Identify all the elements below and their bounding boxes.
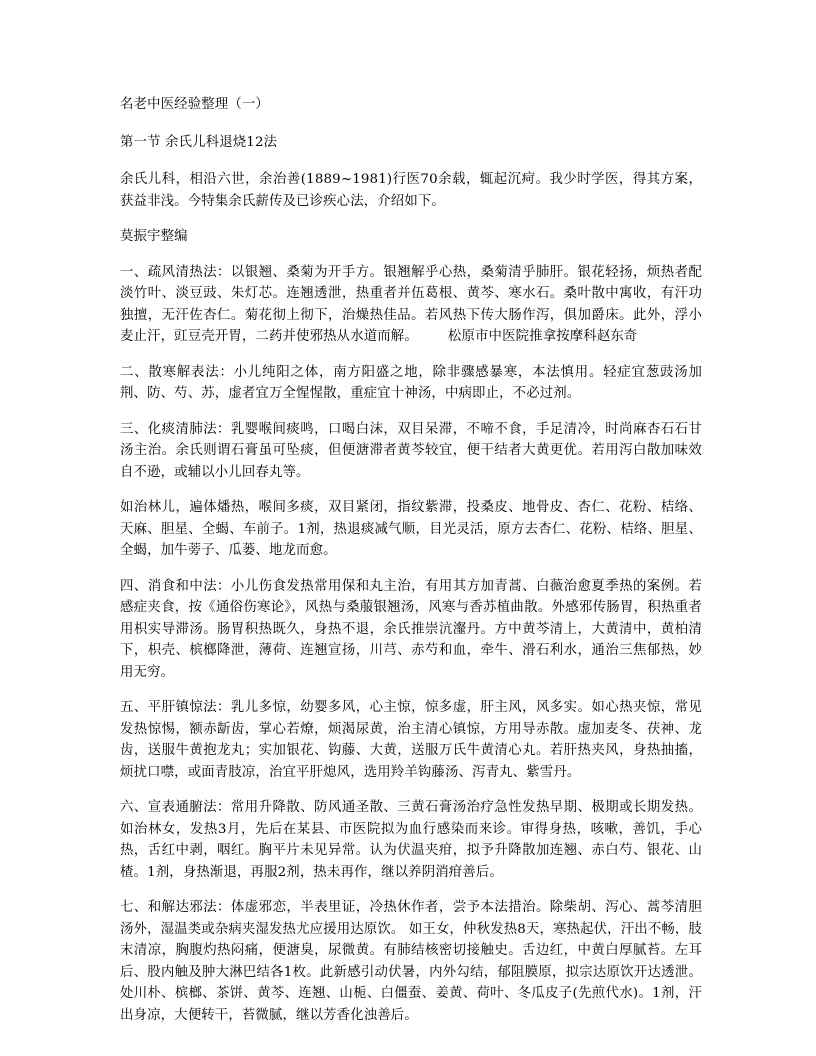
section-heading: 第一节 余氏儿科退烧12法 [120,134,278,150]
paragraph-method-6: 六、宣表通腑法：常用升降散、防风通圣散、三黄石膏汤治疗急性发热早期、极期或长期发热。如治林女，发热3月，先后在某县、市医院拟为血行感染而来诊。审得身热，咳嗽，善饥，手心热，舌红中剥，咽红。胸平片未见异常。认为伏温夹疳，拟予升降散加连翘、赤白芍、银花、山楂。1剂，身热渐退，再服2剂，热未再作，继以养阴消疳善后。 [120,800,702,880]
editor-line: 莫振宇整编 [120,229,188,244]
paragraph-text: 一、疏风清热法：以银翘、桑菊为开手方。银翘解乎心热，桑菊清乎肺肝。银花轻扬，烦热者配淡竹叶、淡豆豉、朱灯芯。连翘透泄，热重者并伍葛根、黄芩、寒水石。桑叶散中寓收，有汗功独擅，无汗佐杏仁。菊花彻上彻下，治燥热佳品。若风热下传大肠作泻，俱加爵床。此外，浮小麦止汗，豇豆壳开胃，二药并使邪热从水道而解。 [120,264,702,344]
author-signature: 松原市中医院推拿按摩科赵东奇 [447,329,638,344]
paragraph-method-2: 二、散寒解表法：小儿纯阳之体，南方阳盛之地，除非骤感暴寒，本法慎用。轻症宜葱豉汤加荆、防、芍、苏，虚者宜万全惺惺散，重症宜十神汤，中病即止，不必过剂。 [120,364,702,401]
intro-paragraph: 余氏儿科，相沿六世，余治善(1889~1981)行医70余载，辄起沉疴。我少时学医，得其方案，获益非浅。今特集余氏薪传及已诊疾心法，介绍如下。 [120,172,702,209]
paragraph-method-3: 三、化痰清肺法：乳婴喉间痰鸣，口喝白沫，双目呆滞，不啼不食，手足清冷，时尚麻杏石石甘汤主治。余氏则谓石膏虽可坠痰，但便溏滞者黄芩较宜，便干结者大黄更优。若用泻白散加味效自不逊，或辅以小儿回春丸等。 [120,421,702,480]
paragraph-method-7: 七、和解达邪法：体虚邪恋，半表里证，冷热休作者，尝予本法措治。除柴胡、泻心、蒿芩清胆汤外，湿温类或杂病夹湿发热尤应援用达原饮。 如王女，仲秋发热8天，寒热起伏，汗出不畅，肢末清凉，胸腹灼热闷痛，便溏臭，尿微黄。有肺结核密切接触史。舌边红，中黄白厚腻苔。左耳后、股内触及肿大淋巴结各1枚。此新感引动伏暑，内外勾结，郁阻膜原，拟宗达原饮开达透泄。处川朴、槟榔、茶饼、黄芩、连翘、山栀、白僵蚕、姜黄、荷叶、冬瓜皮子(先煎代水)。1剂，汗出身凉，大便转干，苔微腻，继以芳香化浊善后。 [120,900,702,1023]
document-title: 名老中医经验整理（一） [120,97,269,112]
document-body [120,94,702,1040]
paragraph-method-1 [120,262,702,348]
paragraph-method-4: 四、消食和中法：小儿伤食发热常用保和丸主治，有用其方加青蒿、白薇治愈夏季热的案例。若感症夹食，按《通俗伤寒论》，风热与桑菔银翘汤，风寒与香苏植曲散。外感邪传肠胃，积热重者用枳实导滞汤。肠胃积热既久，身热不退，余氏推崇沆瀣丹。方中黄芩清上，大黄清中，黄柏清下，枳壳、槟榔降泄，薄荷、连翘宣扬，川芎、赤芍和血，牵牛、滑石利水，通治三焦郁热，妙用无穷。 [120,578,702,680]
paragraph-method-5: 五、平肝镇惊法：乳儿多惊，幼婴多风，心主惊，惊多虚，肝主风，风多实。如心热夹惊，常见发热惊惕，额赤龂齿，掌心若燎，烦渴尿黄，治主清心镇惊，方用导赤散。虚加麦冬、茯神、龙齿，送服牛黄抱龙丸；实加银花、钩藤、大黄，送服万氏牛黄清心丸。若肝热夹风，身热抽搐，烦扰口噤，或面青肢凉，治宜平肝熄风，选用羚羊钩藤汤、泻青丸、紫雪丹。 [120,700,702,780]
paragraph-case-lin-boy: 如治林儿，遍体燔热，喉间多痰，双目紧闭，指纹紫滞，投桑皮、地骨皮、杏仁、花粉、桔络、天麻、胆星、全蝎、车前子。1剂，热退痰减气顺，目光灵活，原方去杏仁、花粉、桔络、胆星、全蝎，加牛蒡子、瓜蒌、地龙而愈。 [120,500,702,558]
